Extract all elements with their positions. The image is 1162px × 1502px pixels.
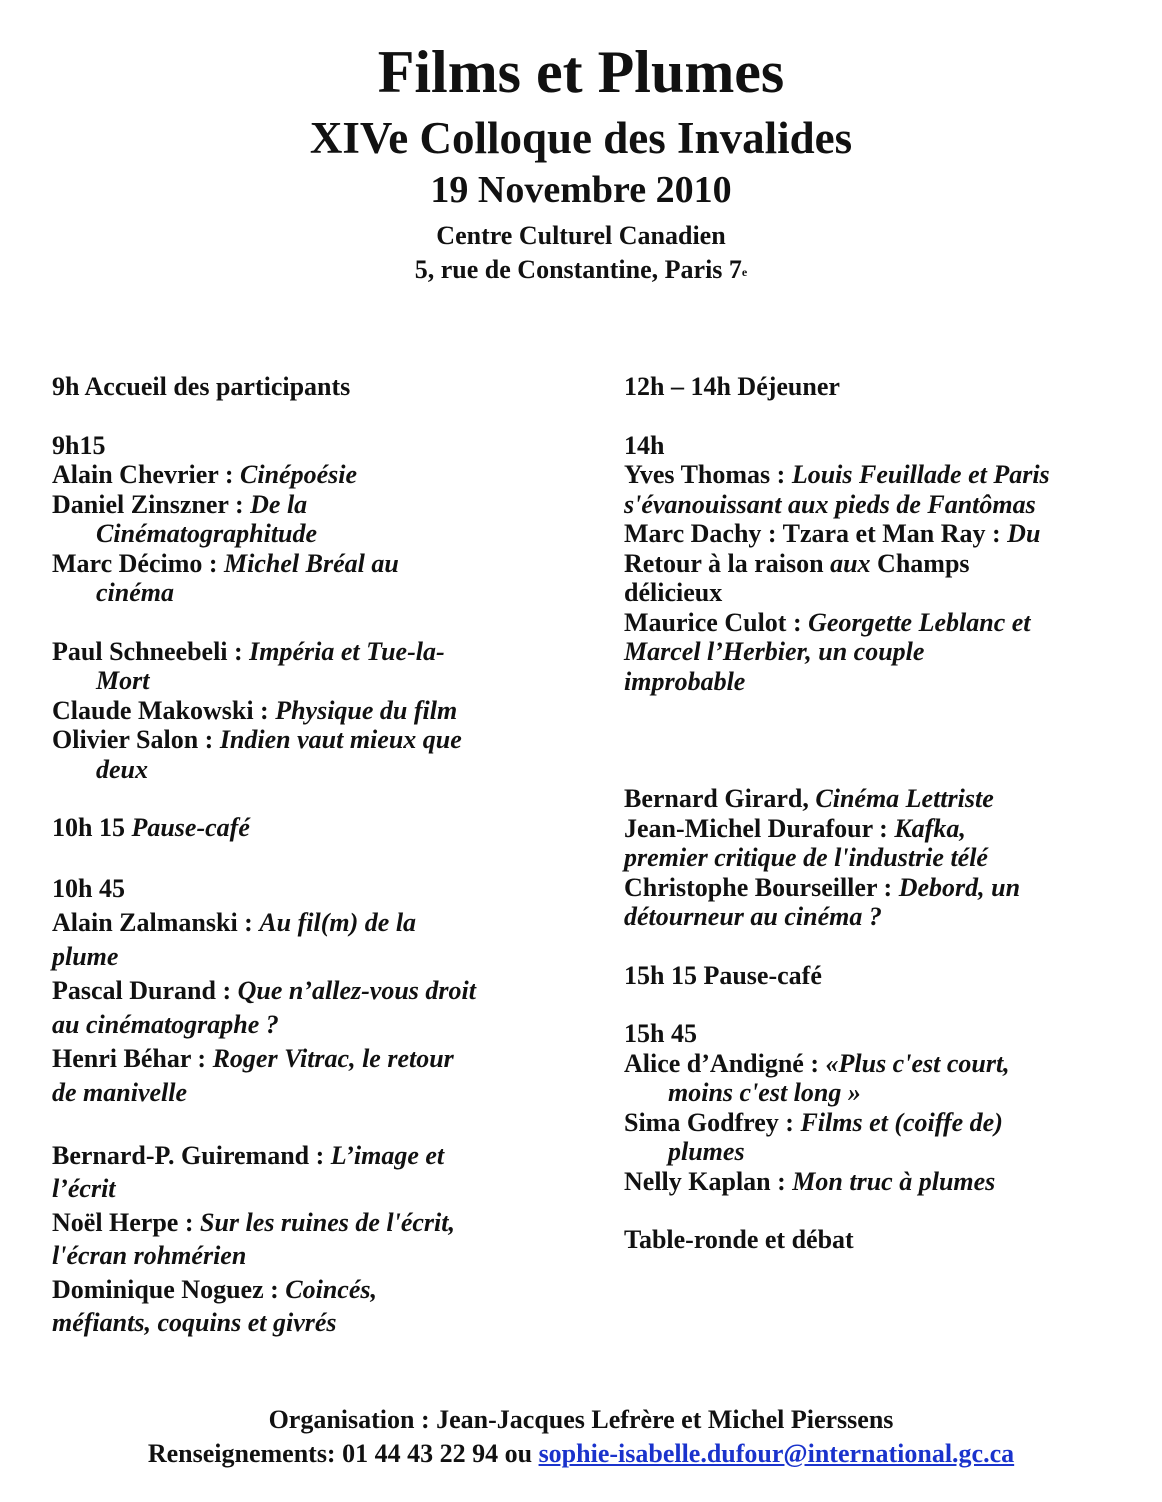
talk-title-cont: deux: [96, 754, 148, 784]
talk-dachy: [624, 519, 1134, 549]
talk-title: Cinépoésie: [240, 460, 357, 489]
contact-email-link[interactable]: sophie-isabelle.dufour@international.gc.ca: [538, 1439, 1015, 1468]
talk-title-cont: premier critique de l'industrie télé: [624, 843, 988, 872]
session-9h15: [52, 431, 552, 608]
talk-godfrey-cont: [624, 1137, 1134, 1167]
session-14h: [624, 431, 1134, 697]
spacer: [624, 725, 1134, 784]
session-15h45: [624, 1019, 1134, 1196]
talk-title-part: Retour à la raison: [624, 548, 831, 578]
talk-noguez: [52, 1273, 552, 1307]
talk-title: Sur les ruines de l'écrit,: [200, 1207, 455, 1237]
talk-title-cont: plume: [52, 941, 119, 971]
talk-thomas-cont: [624, 490, 1134, 520]
talk-title-cont: au cinématographe ?: [52, 1009, 279, 1039]
talk-title-cont: Mort: [96, 666, 150, 695]
table-ronde-block: [624, 1225, 1134, 1255]
speaker-name: Pascal Durand :: [52, 975, 238, 1005]
accueil-line: 9h Accueil des participants: [52, 372, 351, 401]
talk-title: Roger Vitrac, le retour: [212, 1043, 454, 1073]
talk-durafour-cont: [624, 843, 1134, 873]
talk-durafour: [624, 814, 1134, 844]
talk-zinszner: [52, 490, 552, 520]
talk-dachy-cont: [624, 549, 1134, 579]
program-right-column: [624, 372, 1134, 1284]
talk-title-cont: improbable: [624, 666, 746, 696]
talk-title: Louis Feuillade et Paris: [791, 460, 1050, 489]
venue-address: [0, 254, 1162, 286]
talk-title: Mon truc à plumes: [792, 1166, 996, 1196]
speaker-name: Alice d’Andigné :: [624, 1048, 826, 1078]
talk-dachy-cont2: délicieux: [624, 578, 723, 607]
speaker-name: Marc Dachy : Tzara et Man Ray :: [624, 519, 1008, 548]
talk-title-cont: moins c'est long »: [668, 1078, 861, 1107]
talk-chevrier: [52, 460, 552, 490]
talk-title: L’image et: [330, 1140, 445, 1170]
talk-durand: [52, 974, 552, 1008]
talk-durand-cont: [52, 1008, 552, 1042]
talk-title: «Plus c'est court,: [825, 1048, 1010, 1078]
talk-title-cont: l’écrit: [52, 1174, 116, 1203]
talk-culot: [624, 608, 1134, 638]
pause-time: 10h 15: [52, 813, 132, 842]
talk-decimo-cont: [52, 578, 552, 608]
talk-salon-cont: [52, 755, 552, 785]
talk-andigne-cont: [624, 1078, 1134, 1108]
venue-address-sup: e: [741, 265, 748, 279]
talk-zalmanski-cont: [52, 940, 552, 974]
talk-title: Kafka,: [894, 813, 966, 843]
talk-title-cont: détourneur au cinéma ?: [624, 902, 882, 931]
talk-girard: [624, 784, 1134, 814]
speaker-name: Jean-Michel Durafour :: [624, 813, 895, 843]
talk-title-cont: Cinématographitude: [96, 519, 318, 548]
pause-1515: [624, 961, 1134, 991]
talk-thomas: [624, 460, 1134, 490]
talk-title: Indien vaut mieux que: [219, 725, 462, 754]
speaker-name: Maurice Culot :: [624, 607, 809, 637]
event-date: 19 Novembre 2010: [430, 169, 732, 211]
speaker-name: Noël Herpe :: [52, 1207, 201, 1237]
talk-makowski: [52, 696, 552, 726]
session-10h45: [52, 872, 552, 1110]
speaker-name: Bernard Girard,: [624, 784, 816, 813]
talk-behar: [52, 1042, 552, 1076]
talk-guiremand-cont: [52, 1172, 552, 1206]
accueil-block: [52, 372, 552, 402]
speaker-name: Nelly Kaplan :: [624, 1166, 793, 1196]
talk-schneebeli-cont: [52, 666, 552, 696]
session-9h15-part2: [52, 637, 552, 785]
program-left-column: [52, 372, 552, 1369]
talk-title: Au fil(m) de la: [259, 907, 417, 937]
talk-title: Impéria et Tue-la-: [249, 636, 445, 666]
talk-salon: [52, 725, 552, 755]
speaker-name: Alain Zalmanski :: [52, 907, 260, 937]
info-label: Renseignements: 01 44 43 22 94 ou: [147, 1439, 539, 1468]
speaker-name: Olivier Salon :: [52, 725, 220, 754]
session-10h45-part2: [52, 1139, 552, 1340]
session-time: 10h 45: [52, 873, 125, 903]
talk-noguez-cont: [52, 1306, 552, 1340]
speaker-name: Daniel Zinszner :: [52, 489, 251, 519]
venue-name: Centre Culturel Canadien: [436, 221, 726, 250]
speaker-name: Dominique Noguez :: [52, 1274, 286, 1304]
talk-title: De la: [250, 489, 308, 519]
speaker-name: Sima Godfrey :: [624, 1107, 801, 1137]
talk-herpe: [52, 1206, 552, 1240]
talk-title-italic: aux: [830, 548, 871, 578]
talk-title-part: Champs: [870, 548, 970, 578]
talk-title: Physique du film: [275, 695, 458, 725]
talk-zalmanski: [52, 906, 552, 940]
talk-zinszner-cont: [52, 519, 552, 549]
page-subtitle: XIVe Colloque des Invalides: [309, 113, 853, 163]
talk-title-cont: s'évanouissant aux pieds de Fantômas: [624, 489, 1036, 519]
talk-bourseiller: [624, 873, 1134, 903]
table-ronde-line: Table-ronde et débat: [624, 1225, 854, 1254]
talk-title: Coincés,: [285, 1274, 378, 1304]
pause-1015: [52, 813, 552, 843]
talk-title-cont: de manivelle: [52, 1077, 188, 1107]
pause-line: [52, 813, 552, 843]
speaker-name: Alain Chevrier :: [52, 460, 240, 489]
talk-herpe-cont: [52, 1239, 552, 1273]
talk-title-cont: cinéma: [96, 578, 174, 607]
speaker-name: Claude Makowski :: [52, 695, 276, 725]
dejeuner-block: [624, 372, 1134, 402]
page-title: Films et Plumes: [377, 39, 785, 105]
talk-bourseiller-cont: [624, 902, 1134, 932]
speaker-name: Bernard-P. Guiremand :: [52, 1140, 331, 1170]
talk-title: Georgette Leblanc et: [808, 607, 1031, 637]
session-14h-part2: [624, 784, 1134, 932]
talk-title: Que n’allez-vous droit: [237, 975, 476, 1005]
talk-decimo: [52, 549, 552, 579]
speaker-name: Paul Schneebeli :: [52, 636, 250, 666]
talk-kaplan: [624, 1167, 1134, 1197]
talk-culot-cont2: [624, 667, 1134, 697]
pause-label: Pause-café: [131, 813, 250, 842]
session-time: 9h15: [52, 430, 106, 460]
venue-address-text: 5, rue de Constantine, Paris 7: [414, 255, 742, 284]
pause-line: 15h 15 Pause-café: [624, 960, 822, 990]
session-time: 14h: [624, 430, 665, 460]
talk-behar-cont: [52, 1076, 552, 1110]
organisation-line: Organisation : Jean-Jacques Lefrère et Michel Pierssens: [268, 1405, 894, 1434]
speaker-name: Yves Thomas :: [624, 460, 792, 489]
talk-title-cont: plumes: [668, 1137, 745, 1166]
talk-andigne: [624, 1049, 1134, 1079]
talk-title-cont: l'écran rohmérien: [52, 1241, 247, 1270]
talk-title: Cinéma Lettriste: [815, 784, 994, 813]
dejeuner-line: 12h – 14h Déjeuner: [624, 372, 840, 401]
talk-godfrey: [624, 1108, 1134, 1138]
speaker-name: Marc Décimo :: [52, 548, 225, 578]
talk-culot-cont: [624, 637, 1134, 667]
talk-title: Michel Bréal au: [224, 548, 399, 578]
talk-title-cont: méfiants, coquins et givrés: [52, 1308, 337, 1337]
talk-title: Du: [1007, 519, 1041, 548]
talk-guiremand: [52, 1139, 552, 1173]
speaker-name: Christophe Bourseiller :: [624, 872, 899, 902]
talk-title: Films et (coiffe de): [800, 1107, 1003, 1137]
session-time: 15h 45: [624, 1019, 697, 1048]
info-line: [0, 1437, 1162, 1471]
talk-schneebeli: [52, 637, 552, 667]
talk-title-cont: Marcel l’Herbier, un couple: [624, 637, 925, 666]
speaker-name: Henri Béhar :: [52, 1043, 213, 1073]
talk-title: Debord, un: [898, 872, 1021, 902]
